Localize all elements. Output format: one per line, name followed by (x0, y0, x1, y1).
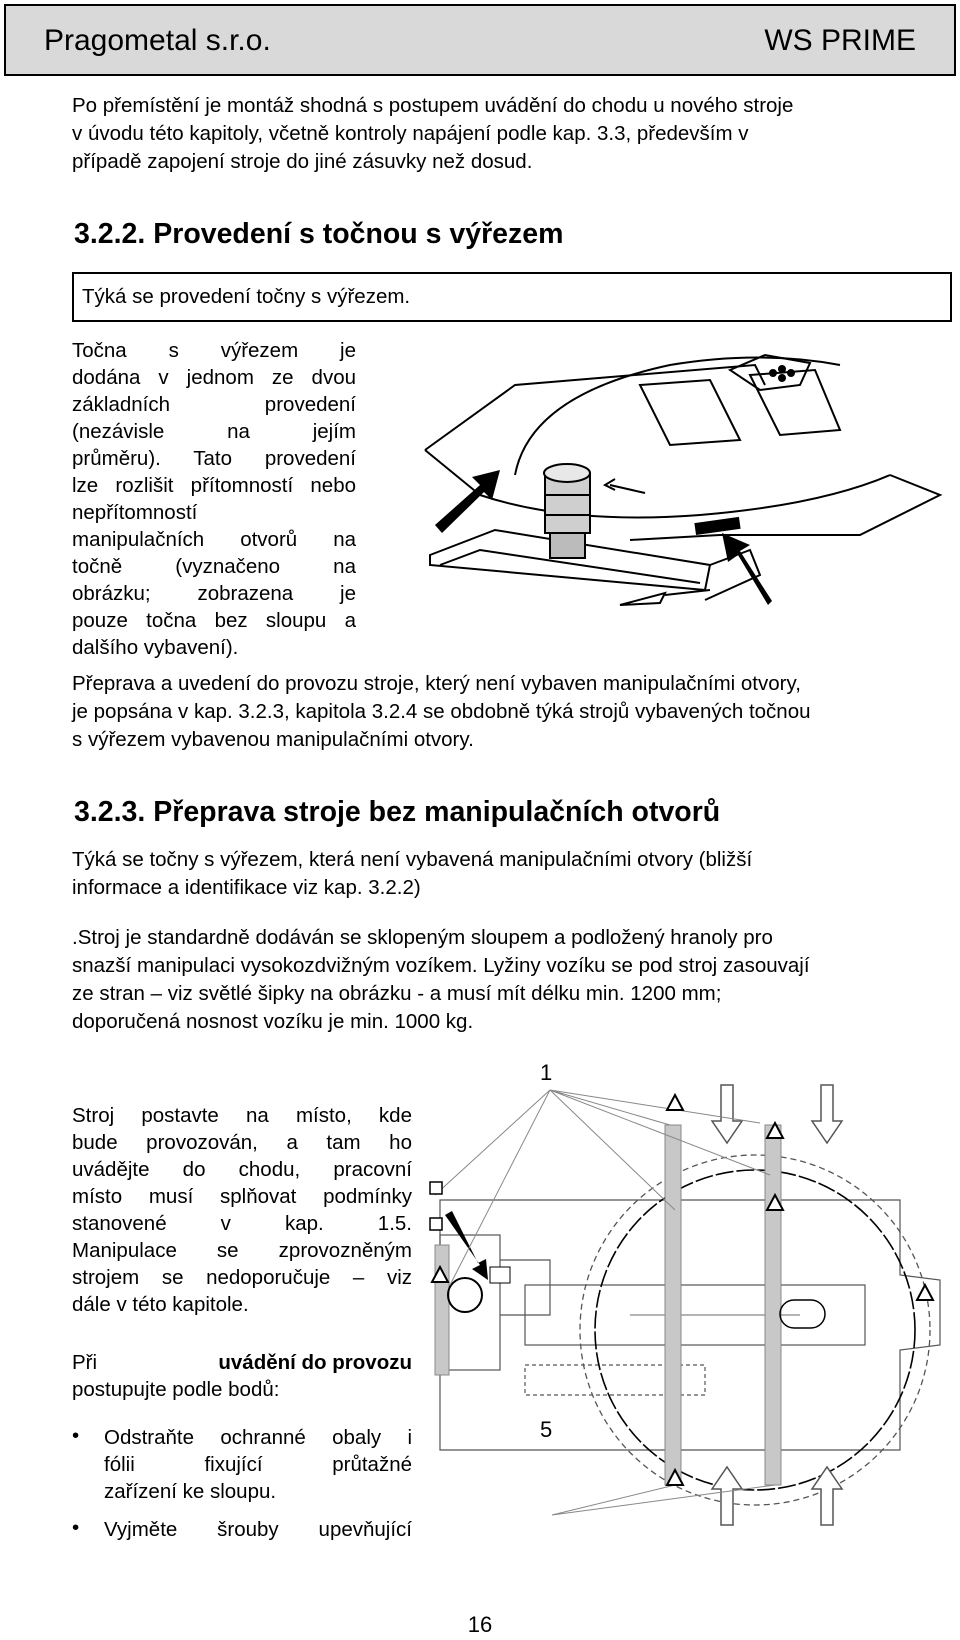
paragraph-line: Přeprava a uvedení do provozu stroje, který není vybaven manipulačními otvory, (72, 672, 801, 695)
paragraph-line: je popsána v kap. 3.2.3, kapitola 3.2.4 se obdobně týká strojů vybavených točnou (72, 700, 811, 723)
left-col-line: strojem se nedoporučuje – viz (72, 1266, 412, 1289)
bullet-line: zařízení ke sloupu. (104, 1480, 277, 1503)
paragraph-line: s výřezem vybavenou manipulačními otvory. (72, 728, 474, 751)
bullet-dot: • (72, 1424, 80, 1447)
side-line: pouze točna bez sloupu a (72, 609, 356, 632)
turntable-illustration (420, 355, 950, 645)
commissioning-intro (72, 1349, 412, 1377)
paragraph-line: snazší manipulaci vysokozdvižným vozíkem. Lyžiny vozíku se pod stroj zasouvají (72, 954, 810, 977)
commissioning-pre: Při (72, 1351, 98, 1374)
side-line: manipulačních otvorů na (72, 528, 356, 551)
side-line: Točna s výřezem je (72, 339, 356, 362)
section-323-heading: 3.2.3. Přeprava stroje bez manipulačních otvorů (74, 796, 721, 828)
side-line: průměru). Tato provedení (72, 447, 356, 470)
product-name: WS PRIME (764, 24, 916, 57)
paragraph-line: doporučená nosnost vozíku je min. 1000 kg. (72, 1010, 474, 1033)
left-col-line: dále v této kapitole. (72, 1293, 249, 1316)
side-line: (nezávisle na jejím (72, 420, 356, 443)
side-line: točně (vyznačeno na (72, 555, 356, 578)
bullet-line: Vyjměte šrouby upevňující (104, 1518, 412, 1541)
side-line: základních provedení (72, 393, 356, 416)
page-number: 16 (467, 1612, 493, 1637)
left-col-line: místo musí splňovat podmínky (72, 1185, 412, 1208)
bullet-line: Odstraňte ochranné obaly i (104, 1426, 412, 1449)
intro-line-3: případě zapojení stroje do jiné zásuvky než dosud. (72, 150, 533, 173)
side-line: lze rozlišit přítomností nebo (72, 474, 356, 497)
left-col-line: stanovené v kap. 1.5. (72, 1212, 412, 1235)
left-col-line: uvádějte do chodu, pracovní (72, 1158, 412, 1181)
page-header (4, 4, 956, 76)
side-line: dodána v jednom ze dvou (72, 366, 356, 389)
side-line: nepřítomností (72, 501, 198, 524)
paragraph-line: informace a identifikace viz kap. 3.2.2) (72, 876, 421, 899)
paragraph-line: .Stroj je standardně dodáván se sklopeným sloupem a podložený hranoly pro (72, 926, 773, 949)
intro-line-1: Po přemístění je montáž shodná s postupem uvádění do chodu u nového stroje (72, 94, 794, 117)
left-col-line: bude provozován, a tam ho (72, 1131, 412, 1154)
bullet-line: fólii fixující průtažné (104, 1453, 412, 1476)
commissioning-bold: uvádění do provozu (218, 1351, 412, 1374)
left-col-line: Stroj postavte na místo, kde (72, 1104, 412, 1127)
diagram-label-5: 5 (540, 1417, 553, 1442)
section-322-note-box: Týká se provedení točny s výřezem. (72, 272, 952, 322)
side-line: dalšího vybavení). (72, 636, 239, 659)
commissioning-line-2: postupujte podle bodů: (72, 1378, 280, 1401)
forklift-diagram (430, 1060, 950, 1525)
left-col-line: Manipulace se zprovozněným (72, 1239, 412, 1262)
company-name: Pragometal s.r.o. (44, 24, 271, 57)
intro-line-2: v úvodu této kapitoly, včetně kontroly napájení podle kap. 3.3, především v (72, 122, 749, 145)
paragraph-line: ze stran – viz světlé šipky na obrázku - a musí mít délku min. 1200 mm; (72, 982, 722, 1005)
diagram-label-1: 1 (540, 1060, 553, 1085)
side-line: obrázku; zobrazena je (72, 582, 356, 605)
section-322-heading: 3.2.2. Provedení s točnou s výřezem (74, 218, 564, 250)
bullet-dot: • (72, 1516, 80, 1539)
paragraph-line: Týká se točny s výřezem, která není vybavená manipulačními otvory (bližší (72, 848, 753, 871)
